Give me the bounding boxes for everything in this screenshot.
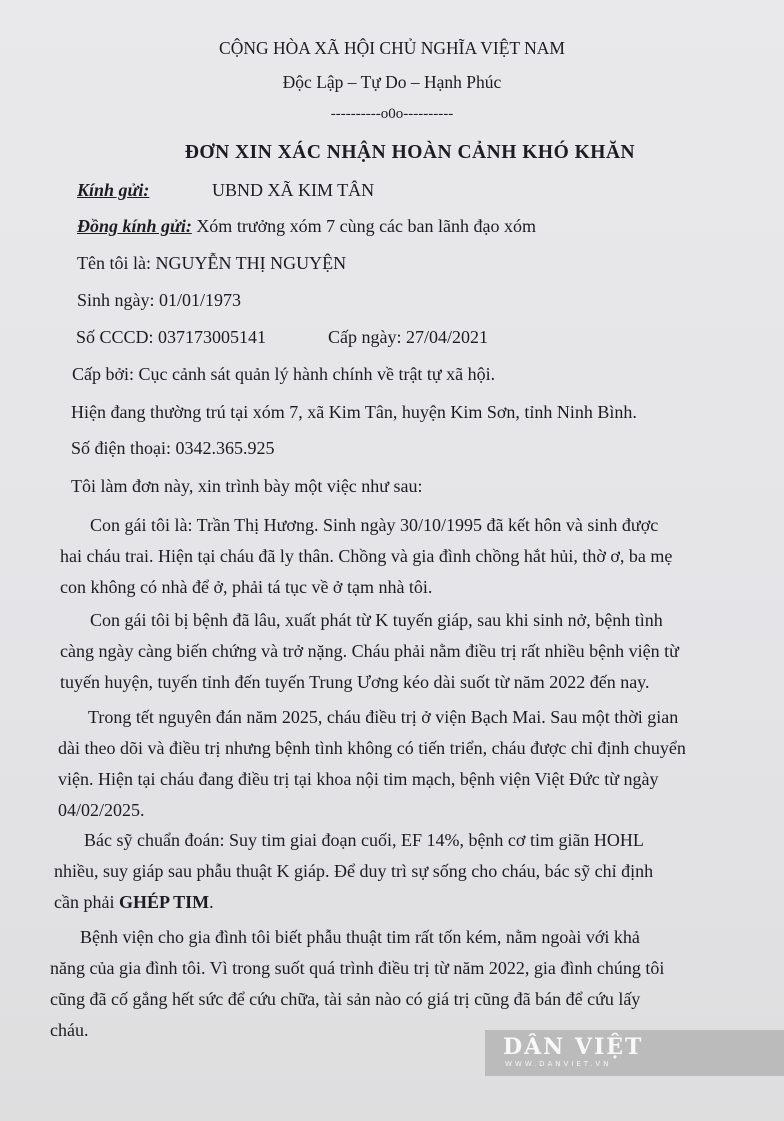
- paragraph-line: [54, 887, 774, 918]
- recipient-cc-value: Xóm trưởng xóm 7 cùng các ban lãnh đạo xóm: [196, 216, 537, 236]
- paragraph-line: Bác sỹ chuẩn đoán: Suy tim giai đoạn cuối, EF 14%, bệnh cơ tim giãn HOHL: [84, 830, 644, 850]
- national-header: CỘNG HÒA XÃ HỘI CHỦ NGHĨA VIỆT NAM: [219, 38, 565, 58]
- paragraph-line: cháu.: [50, 1020, 89, 1040]
- applicant-phone: Số điện thoại: 0342.365.925: [71, 438, 275, 458]
- paragraph-line: Bệnh viện cho gia đình tôi biết phẫu thuật tim rất tốn kém, nằm ngoài với khả: [80, 927, 640, 947]
- applicant-residence: Hiện đang thường trú tại xóm 7, xã Kim Tân, huyện Kim Sơn, tỉnh Ninh Bình.: [71, 402, 637, 422]
- watermark: [485, 1030, 784, 1076]
- paragraph-financial-hardship: [50, 922, 776, 1046]
- paragraph-line: hai cháu trai. Hiện tại cháu đã ly thân. Chồng và gia đình chồng hắt hủi, thờ ơ, ba mẹ: [60, 546, 673, 566]
- paragraph-line: Trong tết nguyên đán năm 2025, cháu điều trị ở viện Bạch Mai. Sau một thời gian: [88, 707, 679, 727]
- applicant-id-number: Số CCCD: 037173005141: [76, 327, 267, 347]
- paragraph-line: nhiều, suy giáp sau phẫu thuật K giáp. Để duy trì sự sống cho cháu, bác sỹ chỉ định: [54, 861, 654, 881]
- applicant-name: Tên tôi là: NGUYỄN THỊ NGUYỆN: [77, 253, 347, 273]
- recipient-to-value: UBND XÃ KIM TÂN: [212, 180, 375, 200]
- applicant-id-issue-date: Cấp ngày: 27/04/2021: [328, 327, 488, 347]
- document-title: ĐƠN XIN XÁC NHẬN HOÀN CẢNH KHÓ KHĂN: [184, 142, 636, 163]
- paragraph-line: năng của gia đình tôi. Vì trong suốt quá trình điều trị từ năm 2022, gia đình chúng tôi: [50, 958, 665, 978]
- paragraph-line: càng ngày càng biến chứng và trở nặng. Cháu phải nằm điều trị rất nhiều bệnh viện từ: [60, 641, 679, 661]
- recipient-cc-label: Đồng kính gửi:: [77, 216, 192, 236]
- heart-transplant-emphasis: GHÉP TIM: [118, 892, 210, 912]
- paragraph-illness-history: [60, 605, 770, 698]
- recipient-to-label: Kính gửi:: [77, 180, 150, 200]
- watermark-logo-text: DÂN VIỆT: [503, 1034, 644, 1060]
- diagnosis-conclusion-prefix: cần phải: [54, 892, 119, 912]
- watermark-url: WWW.DANVIET.VN: [505, 1060, 612, 1068]
- paragraph-line: Con gái tôi là: Trần Thị Hương. Sinh ngày 30/10/1995 đã kết hôn và sinh được: [90, 515, 659, 535]
- paragraph-current-treatment: [58, 702, 768, 826]
- paragraph-line: con không có nhà để ở, phải tá tục về ở tạm nhà tôi.: [60, 577, 433, 597]
- national-motto: Độc Lập – Tự Do – Hạnh Phúc: [282, 72, 502, 92]
- paragraph-daughter-info: [60, 510, 760, 603]
- header-divider: ----------o0o----------: [330, 106, 454, 122]
- applicant-dob: Sinh ngày: 01/01/1973: [77, 290, 242, 310]
- diagnosis-conclusion-suffix: .: [209, 892, 214, 912]
- applicant-id-issuer: Cấp bởi: Cục cảnh sát quản lý hành chính về trật tự xã hội.: [72, 364, 496, 384]
- paragraph-diagnosis: [54, 825, 774, 918]
- paragraph-line: viện. Hiện tại cháu đang điều trị tại khoa nội tim mạch, bệnh viện Việt Đức từ ngày: [58, 769, 659, 789]
- paragraph-line: Con gái tôi bị bệnh đã lâu, xuất phát từ K tuyến giáp, sau khi sinh nở, bệnh tình: [90, 610, 663, 630]
- recipient-cc: [77, 216, 536, 237]
- paragraph-line: dài theo dõi và điều trị nhưng bệnh tình không có tiến triển, cháu được chỉ định chuyển: [58, 738, 686, 758]
- paragraph-line: 04/02/2025.: [58, 800, 145, 820]
- paragraph-line: tuyến huyện, tuyến tỉnh đến tuyến Trung Ương kéo dài suốt từ năm 2022 đến nay.: [60, 672, 650, 692]
- paragraph-line: cũng đã cố gắng hết sức để cứu chữa, tài sản nào có giá trị cũng đã bán để cứu lấy: [50, 989, 641, 1009]
- intro-line: Tôi làm đơn này, xin trình bày một việc như sau:: [71, 476, 423, 496]
